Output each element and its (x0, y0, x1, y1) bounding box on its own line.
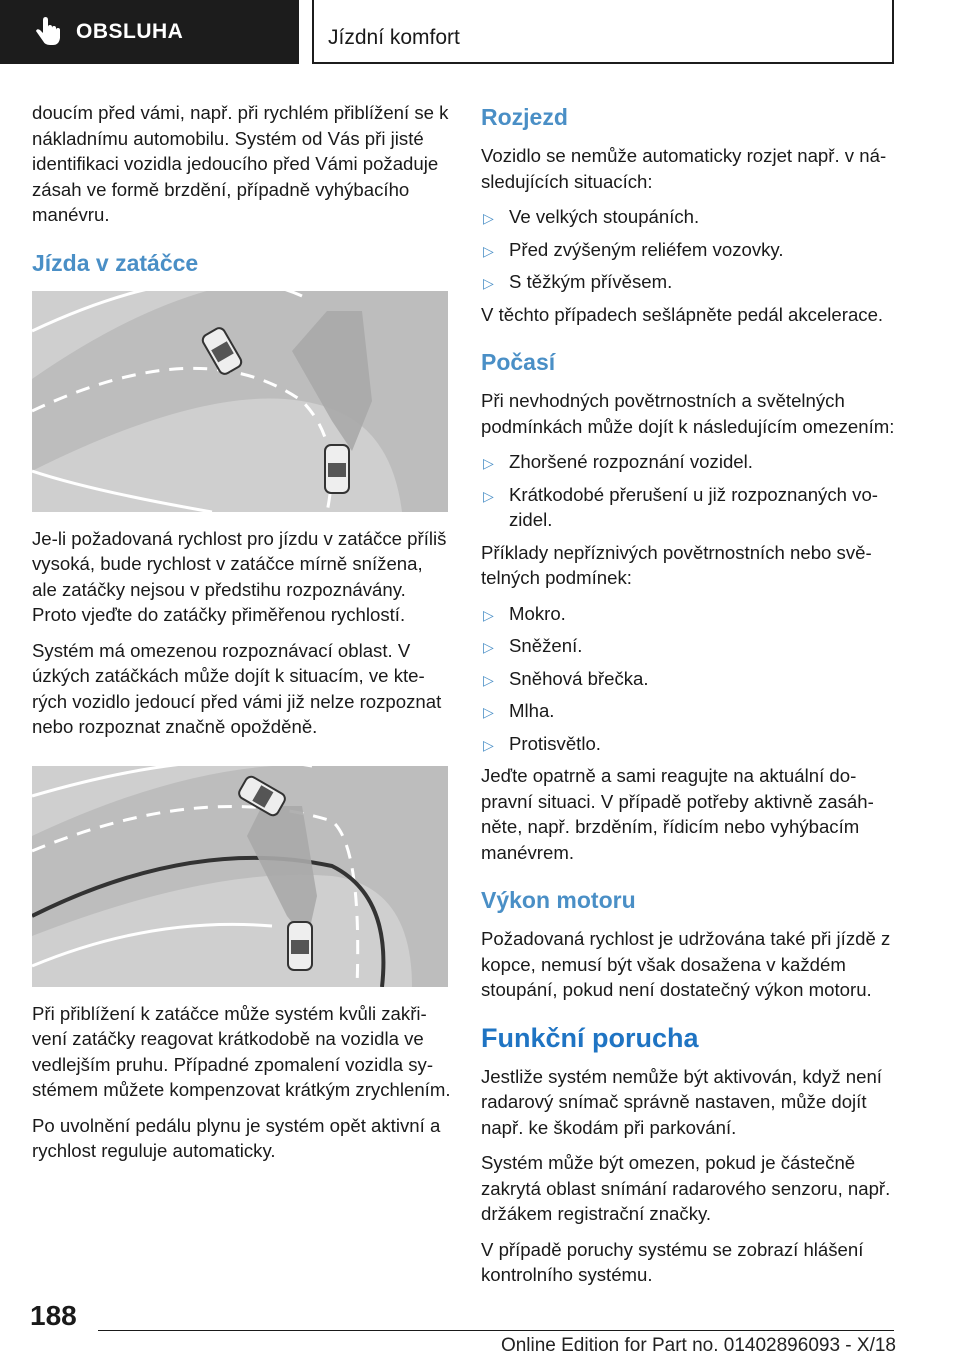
hand-icon (28, 12, 68, 52)
paragraph: Jestliže systém nemůže být aktivován, když není radarový snímač správně nastaven, může dojít např. ke škodám při parkování. (481, 1065, 882, 1138)
bullet-triangle-icon: ▷ (483, 736, 494, 753)
list-item: ▷ Sněžení. (481, 633, 896, 659)
edition-note: Online Edition for Part no. 01402896093 - X/18 (500, 1335, 896, 1356)
heading-weather: Počasí (481, 349, 556, 375)
list-item: ▷ Krátkodobé přerušení u již rozpoznaných vozidel. (483, 483, 878, 530)
list-item: ▷ Zhoršené rozpoznání vozidel. (481, 449, 896, 475)
bullet-triangle-icon: ▷ (483, 242, 494, 259)
bullet-triangle-icon: ▷ (483, 606, 494, 623)
paragraph: Požadovaná rychlost je udržována také při jízdě z kopce, nemusí být však dosažena v každém stoupání, pokud není dostatečný výkon motoru. (481, 928, 891, 1000)
bullet-triangle-icon: ▷ (483, 455, 494, 471)
footer-divider (98, 1330, 894, 1331)
heading-fault: Funkční porucha (481, 1022, 699, 1053)
paragraph: Vozidlo se nemůže automaticky rozjet např. v následujících situacích: (481, 145, 887, 192)
list-item: ▷ Mokro. (481, 601, 896, 627)
bullet-triangle-icon: ▷ (483, 671, 494, 688)
heading-engine: Výkon motoru (481, 887, 636, 913)
paragraph: Příklady nepříznivých povětrnostních nebo světelných podmínek: (481, 541, 872, 588)
heading-start: Rozjezd (481, 104, 568, 130)
list-item: ▷ Protisvětlo. (481, 731, 896, 757)
list-item: ▷ S těžkým přívěsem. (481, 269, 896, 295)
paragraph: Systém může být omezen, pokud je částečně zakrytá oblast snímání radarového senzoru, např. držákem registrační značky. (481, 1152, 891, 1224)
paragraph: Po uvolnění pedálu plynu je systém opět aktivní a rychlost reguluje automaticky. (32, 1114, 441, 1161)
paragraph: V případě poruchy systému se zobrazí hlášení kontrolního systému. (481, 1238, 864, 1285)
list-item: ▷ Ve velkých stoupáních. (481, 204, 896, 230)
bullet-triangle-icon: ▷ (483, 275, 494, 291)
paragraph: Při nevhodných povětrnostních a světelných podmínkách může dojít k následujícím omezením: (481, 390, 895, 437)
list-item: ▷ Před zvýšeným reliéfem vozovky. (481, 237, 896, 263)
right-column (481, 100, 896, 1298)
left-column (32, 100, 452, 1174)
conditions-list (481, 601, 896, 757)
paragraph: Jeďte opatrně a sami reagujte na aktuální dopravní situaci. V případě potřeby aktivně zasáhněte, např. brzděním, řídicím nebo vyhýbacím manévrem. (481, 765, 874, 863)
paragraph: Systém má omezenou rozpoznávací oblast. V úzkých zatáčkách může dojít k situacím, ve kterých vozidlo jedoucí před vámi již nelze rozpoznat nebo rozpoznat značně opožděně. (32, 639, 442, 737)
bullet-triangle-icon: ▷ (483, 704, 494, 720)
bullet-triangle-icon: ▷ (483, 639, 494, 655)
paragraph: Je-li požadovaná rychlost pro jízdu v zatáčce příliš vysoká, bude rychlost v zatáčce mírně snížena, ale zatáčky nejsou v předstihu rozpoznávány. Proto vjeďte do zatáčky přiměřenou rychlostí. (32, 527, 447, 625)
paragraph: V těchto případech sešlápněte pedál akcelerace. (481, 303, 884, 325)
bullet-triangle-icon: ▷ (483, 487, 494, 504)
start-list (481, 204, 896, 295)
curve-illustration-2 (32, 766, 448, 987)
paragraph: Při přiblížení k zatáčce může systém kvůli zakřivení zatáčky reagovat krátkodobě na vozidla ve vedlejším pruhu. Případné zpomalení vozidla systémem můžete kompenzovat krátkým zrychlením. (32, 1002, 451, 1100)
page-number: 188 (30, 1300, 77, 1331)
list-item: ▷ Sněhová břečka. (481, 666, 896, 692)
weather-list (481, 449, 896, 533)
chapter-header (312, 0, 894, 64)
curve-illustration-1 (32, 291, 448, 512)
heading-curve: Jízda v zatáčce (32, 249, 199, 276)
bullet-triangle-icon: ▷ (483, 210, 494, 226)
chapter-title: Jízdní komfort (328, 26, 460, 49)
section-tab[interactable] (0, 0, 299, 64)
paragraph: doucím před vámi, např. při rychlém přiblížení se k nákladnímu automobilu. Systém od Vás při jisté identifikaci vozidla jedoucího před Vámi požaduje zásah ve formě brzdění, případně vyhýbacího manévru. (32, 102, 449, 225)
section-tab-label: OBSLUHA (76, 20, 184, 43)
list-item: ▷ Mlha. (481, 698, 896, 724)
